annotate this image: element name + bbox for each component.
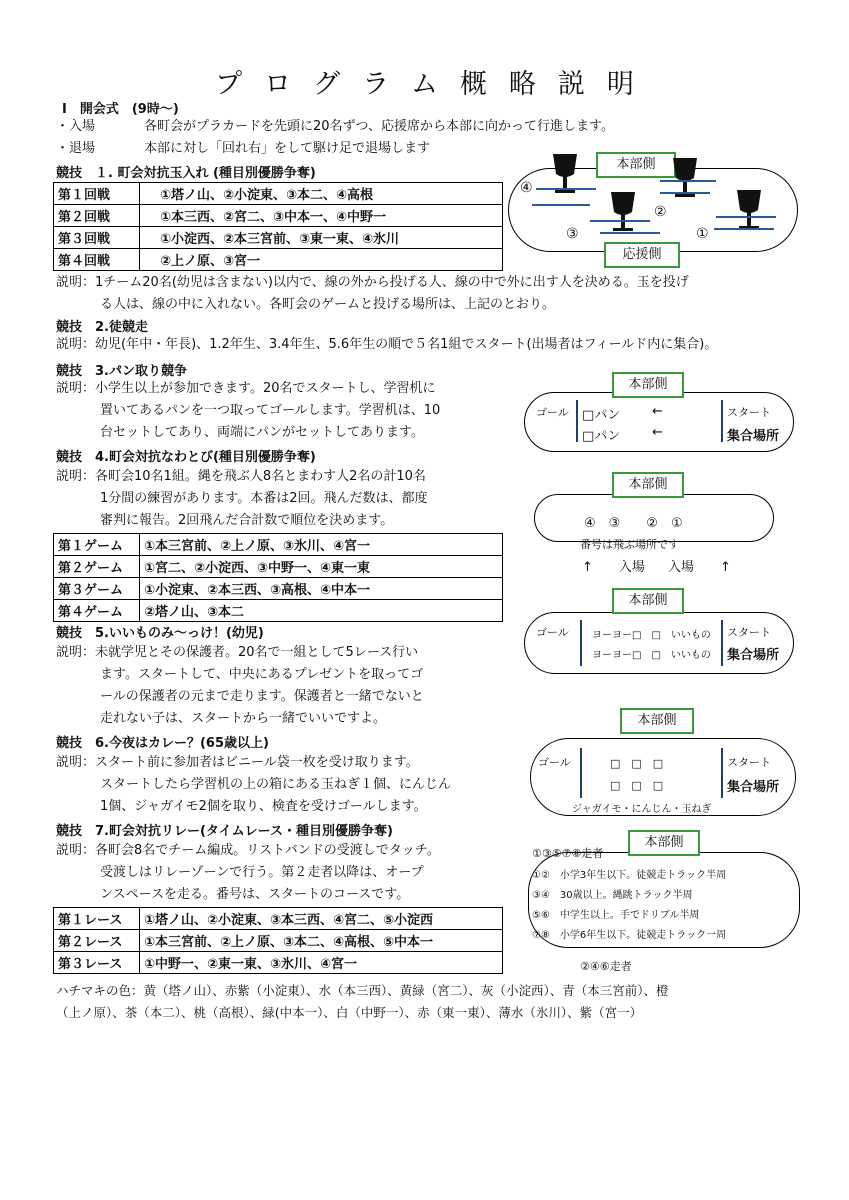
row-value: ①塔ノ山、②小淀東、③本二、④高根 <box>140 183 503 205</box>
event4-desc-2: 1分間の練習があります。本番は2回。飛んだ数は、都度 <box>100 491 428 506</box>
event3-desc-3: 台セットしてあり、両端にパンがセットしてあります。 <box>100 425 424 440</box>
honbu-label-box: 本部側 <box>612 588 684 614</box>
event6-desc-2: スタートしたら学習机の上の箱にある玉ねぎ１個、にんじん <box>100 777 452 792</box>
pan-item: □パン <box>582 408 621 423</box>
table-row <box>54 908 503 930</box>
headband-colors-2: （上ノ原）、茶（本二）、桃（高根）、緑(中本一）、白（中野一）、赤（東一東）、薄水（氷川）、紫（宮一） <box>56 1005 643 1020</box>
taijo-text: 本部に対し「回れ右」をして駆け足で退場します <box>144 141 431 156</box>
event6-desc-1: 説明：スタート前に参加者はビニール袋一枚を受け取ります。 <box>56 755 419 770</box>
entry-left: ↑ 入場 <box>582 560 645 575</box>
basket-icon <box>670 156 700 202</box>
nyujo-label: ・入場 <box>56 119 96 134</box>
nyujo-text: 各町会がプラカードを先頭に20名ずつ、応援席から本部に向かって行進します。 <box>144 119 614 134</box>
honbu-label-box: 本部側 <box>596 152 676 178</box>
relay-leg-info: ⑤⑥ 中学生以上。手でドリブル半周 <box>532 910 700 921</box>
honbu-label-box: 本部側 <box>612 472 684 498</box>
row-label: 第２レース <box>54 930 140 952</box>
arrow-left-icon: ← <box>652 404 663 419</box>
event1-desc-1: 説明：1チーム20名(幼児は含まない)以内で、線の外から投げる人、線の中で外に出す人を決める。玉を投げ <box>56 275 689 290</box>
row-value: ②上ノ原、③宮一 <box>140 249 503 271</box>
event7-desc-3: ンスペースを走る。番号は、スタートのコースです。 <box>100 887 410 902</box>
event4-desc-1: 説明：各町会10名1組。縄を飛ぶ人8名とまわす人2名の計10名 <box>56 469 426 484</box>
event2-heading: 競技 2.徒競走 <box>56 320 148 335</box>
item-boxes: □ □ □ <box>610 779 664 792</box>
event4-desc-3: 審判に報告。2回飛んだ合計数で順位を決めます。 <box>100 513 394 528</box>
table-row <box>54 227 503 249</box>
curry-items: ジャガイモ・にんじん・玉ねぎ <box>572 804 712 815</box>
assembly-label: 集合場所 <box>727 648 780 663</box>
table-row <box>54 930 503 952</box>
row-label: 第４回戦 <box>54 249 140 271</box>
entry-right: 入場 ↑ <box>668 560 731 575</box>
row-value: ①小淀東、②本三西、③高根、④中本一 <box>140 578 503 600</box>
honbu-label-box: 本部側 <box>628 830 700 856</box>
row-value: ①小淀西、②本三宮前、③東一東、④氷川 <box>140 227 503 249</box>
basket-icon <box>608 190 638 236</box>
goal-label: ゴール <box>538 756 571 769</box>
section-heading-opening: Ⅰ 開会式 (9時〜) <box>62 102 179 117</box>
table-row <box>54 600 503 622</box>
row-label: 第１回戦 <box>54 183 140 205</box>
table-row <box>54 249 503 271</box>
headband-colors-1: ハチマキの色：黄（塔ノ山）、赤紫（小淀東）、水（本三西）、黄緑（宮二）、灰（小淀西）、青（本三宮前）、橙 <box>56 983 669 998</box>
table-row <box>54 534 503 556</box>
assembly-label: 集合場所 <box>727 429 780 444</box>
start-label: スタート <box>727 406 771 419</box>
row-value: ②塔ノ山、③本二 <box>140 600 503 622</box>
jump-positions: ④ ③ ② ① <box>584 516 683 531</box>
row-label: 第３ゲーム <box>54 578 140 600</box>
row-label: 第３回戦 <box>54 227 140 249</box>
event7-table <box>53 907 503 974</box>
event6-desc-3: 1個、ジャガイモ2個を取り、検査を受けゴールします。 <box>100 799 427 814</box>
table-row <box>54 578 503 600</box>
row-value: ①宮二、②小淀西、③中野一、④東一東 <box>140 556 503 578</box>
relay-leg-info: ③④ 30歳以上。縄跳トラック半周 <box>532 890 693 901</box>
page-title: プログラム概略説明 <box>215 69 656 100</box>
event5-heading: 競技 5.いいものみ〜っけ！(幼児) <box>56 626 264 641</box>
event6-heading: 競技 6.今夜はカレー？(65歳以上) <box>56 736 269 751</box>
taijo-label: ・退場 <box>56 141 96 156</box>
event7-heading: 競技 7.町会対抗リレー(タイムレース・種目別優勝争奪) <box>56 824 393 839</box>
present-row: ヨーヨー□ □ いいもの <box>592 650 711 661</box>
row-label: 第３レース <box>54 952 140 974</box>
event7-desc-2: 受渡しはリレーゾーンで行う。第２走者以降は、オープ <box>100 865 424 880</box>
position-3: ③ <box>566 226 579 242</box>
row-label: 第１ゲーム <box>54 534 140 556</box>
assembly-label: 集合場所 <box>727 780 780 795</box>
row-value: ①本三宮前、②上ノ原、③本二、④高根、⑤中本一 <box>140 930 503 952</box>
relay-leg-info: ⑦⑧ 小学6年生以下。徒競走トラック一周 <box>532 930 727 941</box>
event2-desc: 説明：幼児(年中・年長)、1.2年生、3.4年生、5.6年生の順で５名1組でスタート(出場者はフィールド内に集合)。 <box>56 337 718 352</box>
row-label: 第４ゲーム <box>54 600 140 622</box>
table-row <box>54 183 503 205</box>
row-value: ①本三宮前、②上ノ原、③氷川、④宮一 <box>140 534 503 556</box>
relay-leg-info: ①② 小学3年生以下。徒競走トラック半周 <box>532 870 727 881</box>
position-2: ② <box>654 204 667 220</box>
event4-heading: 競技 4.町会対抗なわとび(種目別優勝争奪) <box>56 450 316 465</box>
honbu-label-box: 本部側 <box>620 708 694 734</box>
event4-table <box>53 533 503 622</box>
event1-heading: 競技 １. 町会対抗玉入れ (種目別優勝争奪) <box>56 166 316 181</box>
position-4: ④ <box>520 180 533 196</box>
honbu-label-box: 本部側 <box>612 372 684 398</box>
event1-desc-2: る人は、線の中に入れない。各町会のゲームと投げる場所は、上記のとおり。 <box>100 297 556 312</box>
row-value: ①本三西、②宮二、③中本一、④中野一 <box>140 205 503 227</box>
table-row <box>54 556 503 578</box>
start-label: スタート <box>727 756 771 769</box>
row-value: ①塔ノ山、②小淀東、③本三西、④宮二、⑤小淀西 <box>140 908 503 930</box>
pan-item: □パン <box>582 429 621 444</box>
row-label: 第１レース <box>54 908 140 930</box>
event5-desc-3: ールの保護者の元まで走ります。保護者と一緒でないと <box>100 689 424 704</box>
arrow-left-icon: ← <box>652 425 663 440</box>
event1-table <box>53 182 503 271</box>
event7-desc-1: 説明：各町会8名でチーム編成。リストバンドの受渡しでタッチ。 <box>56 843 440 858</box>
event3-desc-1: 説明：小学生以上が参加できます。20名でスタートし、学習机に <box>56 381 436 396</box>
position-1: ① <box>696 226 709 242</box>
row-label: 第２回戦 <box>54 205 140 227</box>
start-label: スタート <box>727 626 771 639</box>
table-row <box>54 952 503 974</box>
row-label: 第２ゲーム <box>54 556 140 578</box>
present-row: ヨーヨー□ □ いいもの <box>592 630 711 641</box>
row-value: ①中野一、②東一東、③氷川、④宮一 <box>140 952 503 974</box>
top-runners-label: ①③⑤⑦⑧走者 <box>532 847 604 860</box>
jump-note: 番号は飛ぶ場所です <box>580 538 679 551</box>
goal-label: ゴール <box>536 406 569 419</box>
field-oval <box>524 612 794 674</box>
item-boxes: □ □ □ <box>610 757 664 770</box>
event5-desc-2: ます。スタートして、中央にあるプレゼントを取ってゴ <box>100 667 424 682</box>
event5-desc-1: 説明：未就学児とその保護者。20名で一組として5レース行い <box>56 645 419 660</box>
basket-icon <box>550 152 580 198</box>
event5-desc-4: 走れない子は、スタートから一緒でいいですよ。 <box>100 711 387 726</box>
bottom-runners-label: ②④⑥走者 <box>580 960 632 973</box>
event3-heading: 競技 3.パン取り競争 <box>56 364 187 379</box>
oen-label-box: 応援側 <box>604 242 680 268</box>
table-row <box>54 205 503 227</box>
event3-desc-2: 置いてあるパンを一つ取ってゴールします。学習机は、10 <box>100 403 441 418</box>
goal-label: ゴール <box>536 626 569 639</box>
